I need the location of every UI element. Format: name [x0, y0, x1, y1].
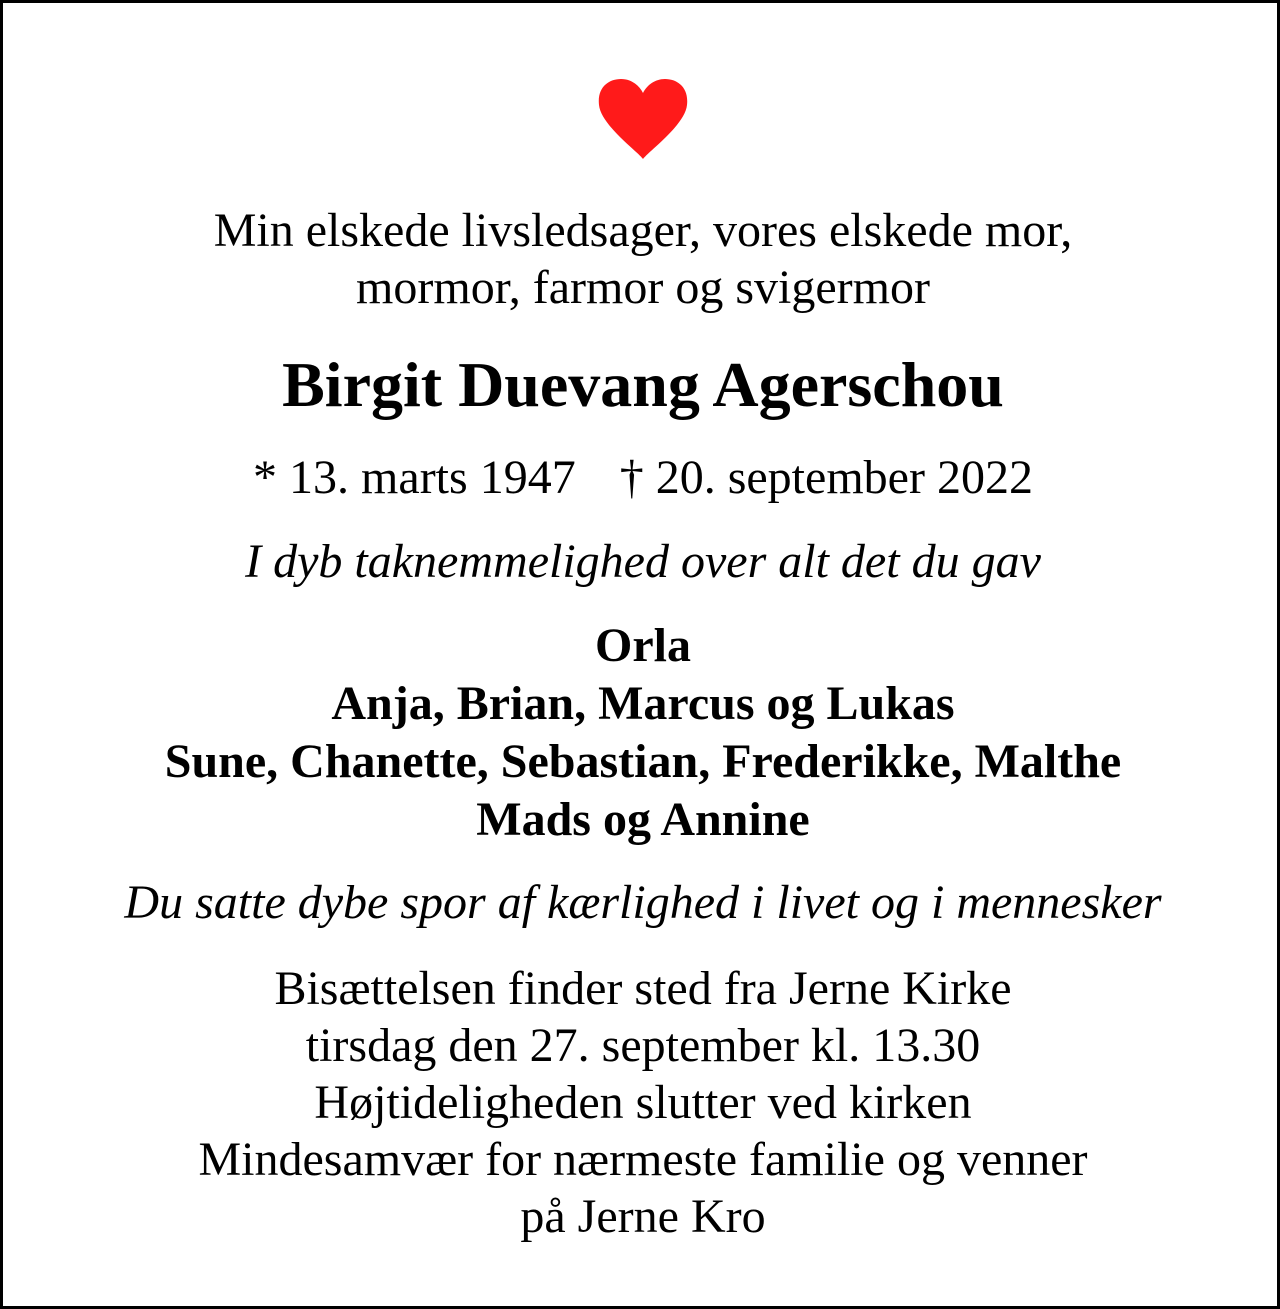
family-line-1: Orla [595, 619, 691, 672]
tagline: I dyb taknemmelighed over alt det du gav [245, 535, 1041, 588]
ceremony-line-4: Mindesamvær for nærmeste familie og venner [198, 1133, 1088, 1186]
birth-date: * 13. marts 1947 [253, 451, 576, 504]
family-line-4: Mads og Annine [476, 793, 810, 846]
heart-icon [597, 77, 689, 159]
memorial-quote: Du satte dybe spor af kærlighed i livet og i mennesker [124, 876, 1162, 929]
deceased-name: Birgit Duevang Agerschou [282, 349, 1004, 420]
ceremony-line-1: Bisættelsen finder sted fra Jerne Kirke [274, 962, 1012, 1015]
intro-line-1: Min elskede livsledsager, vores elskede mor, [213, 204, 1073, 257]
ceremony-line-5: på Jerne Kro [520, 1190, 766, 1243]
family-line-3: Sune, Chanette, Sebastian, Frederikke, Malthe [164, 735, 1122, 788]
intro-line-2: mormor, farmor og svigermor [356, 261, 930, 314]
family-line-2: Anja, Brian, Marcus og Lukas [331, 677, 955, 730]
ceremony-line-2: tirsdag den 27. september kl. 13.30 [305, 1019, 981, 1072]
life-dates [3, 450, 1280, 506]
ceremony-line-3: Højtideligheden slutter ved kirken [314, 1076, 972, 1129]
death-date: † 20. september 2022 [619, 451, 1033, 504]
